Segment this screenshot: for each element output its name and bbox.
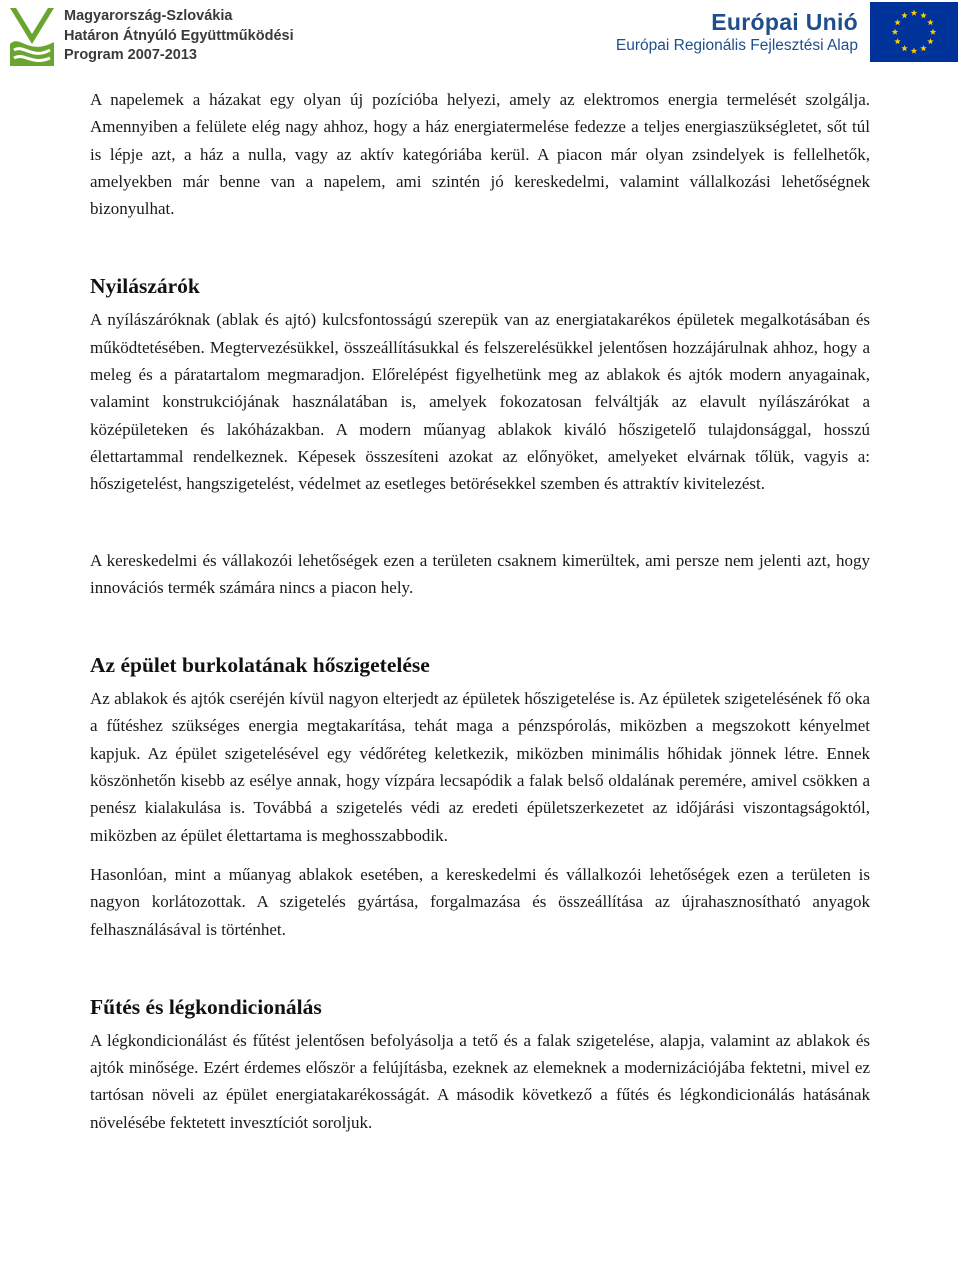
intro-paragraph: A napelemek a házakat egy olyan új pozícióba helyezi, amely az elektromos energia termelését szolgálja. Amennyiben a felülete elég nagy ahhoz, hogy a ház energiatermelése fedezze a teljes energiaszükségletet, sőt túl is lépje azt, a ház a nulla, vagy az aktív kategóriába kerül. A piacon már olyan zsindelyek is fellelhetők, amelyekben már benne van a napelem, ami szintén jó kereskedelmi, valamint vállalkozási lehetőségnek bizonyulhat. [90, 90, 870, 219]
eu-title: Európai Unió [711, 9, 858, 35]
section-heading-futes: Fűtés és légkondicionálás [90, 994, 322, 1019]
section-paragraph: A kereskedelmi és vállakozói lehetőségek ezen a területen csaknem kimerültek, ami persze nem jelenti azt, hogy innovációs termék számára nincs a piacon hely. [90, 550, 870, 597]
eu-flag-icon [870, 2, 958, 62]
program-logo [6, 4, 296, 70]
eu-subtitle: Európai Regionális Fejlesztési Alap [615, 37, 858, 54]
section-paragraph: Az ablakok és ajtók cseréjén kívül nagyon elterjedt az épületek hőszigetelése is. Az épületek szigetelésének fő oka a fűtéshez szükséges energia megtakarítása, tehát maga a pénzspórolás, miközben a megszokott kényelmet kapjuk. Az épület szigetelésével egy védőréteg keletkezik, miközben minimális hőhidak jönnek létre. Ennek köszönhetőn kisebb az esélye annak, hogy vízpára lecsapódik a falak belső oldalának peremére, amivel csökken a penész kialakulása is. Továbbá a szigetelés védi az eredeti épületszerkezetet az időjárási viszontagságoktól, miközben az épület élettartama is meghosszabbodik. [90, 689, 870, 845]
page-header [0, 0, 960, 74]
program-logo-line-1: Magyarország-Szlovákia [64, 8, 233, 24]
section-paragraph: Hasonlóan, mint a műanyag ablakok esetében, a kereskedelmi és vállalkozói lehetőségek ezen a területen is nagyon korlátozottak. A szigetelés gyártása, forgalmazása és összeállítása az újrahasznosítható anyagok felhasználásával is történhet. [90, 864, 870, 939]
document-body [90, 86, 870, 1136]
program-emblem-icon [6, 4, 58, 70]
program-logo-line-3: Program 2007-2013 [64, 47, 197, 63]
program-logo-line-2: Határon Átnyúló Együttműködési [64, 27, 294, 44]
section-heading-nyilaszarok: Nyilászárók [90, 274, 200, 299]
section-paragraph: A légkondicionálást és fűtést jelentősen befolyásolja a tető és a falak szigetelése, alapja, valamint az ablakok és ajtók minősége. Ezért érdemes először a felújításba, ezeknek az elemeknek a modernizációjába fektetni, mivel ez tartósan növeli az épület energiatakarékosságát. A második következő a fűtés és légkondicionálás hatásának növelésébe fektetett invesztíciót soroljuk. [90, 1030, 870, 1132]
section-paragraph: A nyílászáróknak (ablak és ajtó) kulcsfontosságú szerepük van az energiatakarékos épületek megalkotásában és működtetésében. Megtervezésükkel, összeállításukkal és felszerelésükkel jelentősen hozzájárulnak ahhoz, hogy a meleg és a páratartalom megmaradjon. Előrelépést figyelhetünk meg az ablakok és ajtók modern anyagainak, valamint konstrukciójának használatában is, amelyek fokozatosan felváltják az elavult nyílászárókat a középületeken és lakóházakban. A modern műanyag ablakok kiváló hőszigetelő tulajdonsággal, hosszú élettartammal rendelkeznek. Képesek összesíteni azokat az előnyöket, amelyeket elvárnak tőlük, vagyis a: hőszigetelést, hangszigetelést, védelmet az esetleges betörésekkel szemben és attraktív kivitelezést. [90, 310, 870, 494]
section-heading-homszigeteles: Az épület burkolatának hőszigetelése [90, 653, 430, 678]
eu-logo [608, 2, 958, 68]
